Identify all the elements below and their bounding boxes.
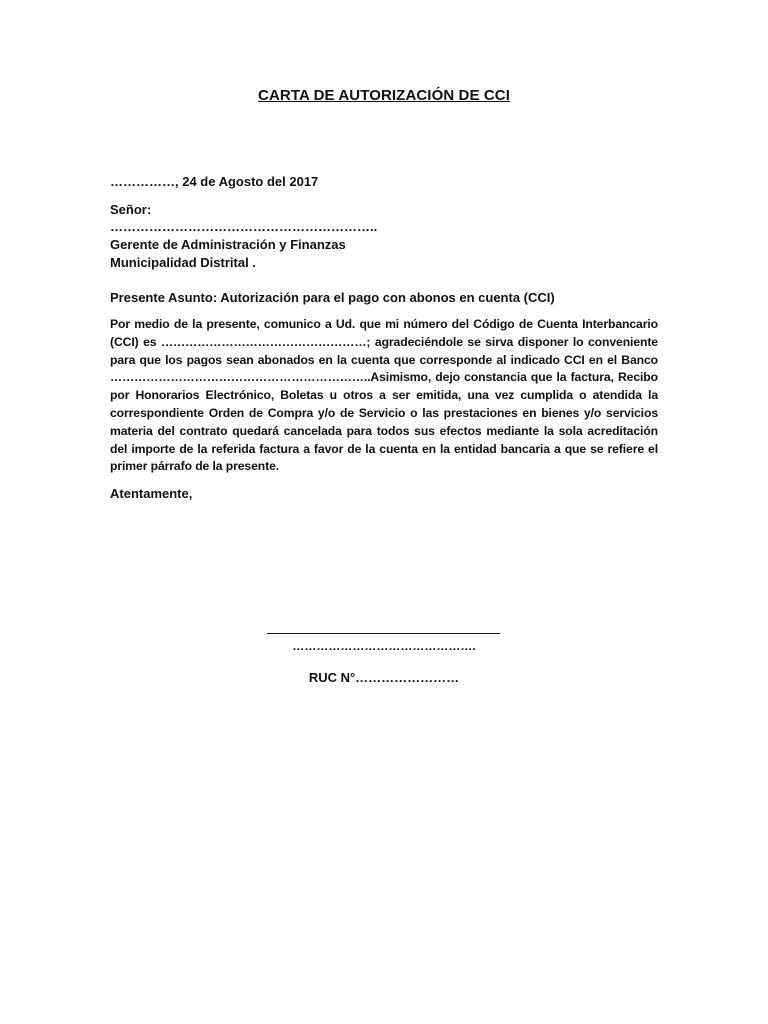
recipient-position: Gerente de Administración y Finanzas	[110, 237, 346, 252]
closing: Atentamente,	[110, 486, 193, 501]
body-paragraph: Por medio de la presente, comunico a Ud. que mi número del Código de Cuenta Interbancario (CCI) es ……………………………………………; agradeciéndole se sirva disponer lo conveniente para que los pagos sean abonados en la cuenta que corresponde al indicado CCI en el Banco ………………………………………………………..Asimismo, dejo constancia que la factura, Recibo por Honorarios Electrónico, Boletas u otros a ser emitida, una vez cumplida o atendida la correspondiente Orden de Compra y/o de Servicio o las prestaciones en bienes y/o servicios materia del contrato quedará cancelada para todos sus efectos mediante la sola acreditación del importe de la referida factura a favor de la cuenta en la entidad bancaria a que se refiere el primer párrafo de la presente.	[110, 317, 658, 474]
recipient-blank: ……………………………………………………..	[110, 219, 378, 234]
ruc-line: RUC N°……………………	[308, 670, 460, 685]
document-title: CARTA DE AUTORIZACIÓN DE CCI	[258, 87, 510, 104]
subject-line: Presente Asunto: Autorización para el pago con abonos en cuenta (CCI)	[110, 290, 555, 305]
signature-line	[267, 633, 500, 634]
signature-name-blank: ……………………………………….	[292, 639, 476, 653]
date-line: ……………, 24 de Agosto del 2017	[110, 174, 319, 189]
recipient-entity: Municipalidad Distrital .	[110, 255, 256, 270]
salutation: Señor:	[110, 202, 152, 217]
